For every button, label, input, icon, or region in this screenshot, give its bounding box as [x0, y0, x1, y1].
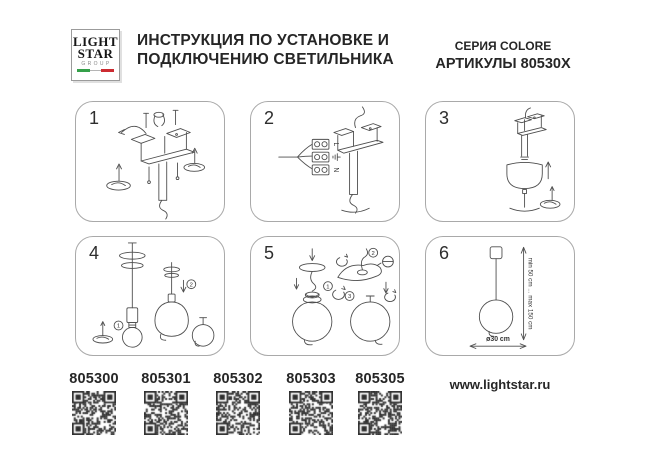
screw-icon — [148, 163, 179, 184]
step-number: 6 — [439, 243, 450, 263]
diagram-mount-bracket — [76, 102, 224, 221]
svg-text:2: 2 — [371, 250, 375, 257]
qr-code — [358, 391, 402, 435]
logo-text-light: LIGHT — [72, 34, 119, 49]
logo-text-star: STAR — [77, 45, 114, 61]
cable — [160, 200, 168, 219]
ring-icon — [333, 286, 346, 299]
small-shade — [192, 318, 214, 347]
step-number: 2 — [264, 108, 275, 128]
diagram-canopy — [426, 102, 574, 221]
glass-globe — [293, 302, 332, 345]
step-circle — [369, 248, 378, 257]
ring-icon — [336, 254, 347, 266]
diagram-globe-fixing — [251, 237, 399, 355]
step-circle — [187, 280, 196, 289]
rod — [159, 162, 167, 200]
bracket — [131, 129, 194, 164]
article-item — [345, 371, 415, 435]
arrow-down-icon — [181, 280, 186, 292]
page-title — [137, 31, 394, 69]
title-line-1: ИНСТРУКЦИЯ ПО УСТАНОВКЕ И — [137, 32, 390, 49]
baseline — [510, 208, 540, 211]
series-name: СЕРИЯ COLORE — [454, 39, 552, 53]
screw-icon — [144, 110, 178, 127]
step-number: 1 — [89, 108, 100, 128]
svg-text:1: 1 — [326, 284, 330, 291]
step-panel-4 — [75, 236, 225, 356]
diagram-dimensions — [426, 237, 574, 355]
wire-curl — [355, 107, 365, 128]
step-panel-2 — [250, 101, 400, 222]
step-panel-6 — [425, 236, 575, 356]
article-number: 805300 — [69, 371, 119, 387]
step-number: 5 — [264, 243, 275, 263]
article-number: 805302 — [213, 371, 263, 387]
step-number: 4 — [89, 243, 100, 263]
ceiling-inset — [338, 249, 382, 281]
svg-text:1: 1 — [116, 323, 121, 330]
mains-wire — [121, 126, 146, 133]
knob — [523, 190, 527, 194]
glass-shade — [155, 302, 188, 340]
article-number: 805305 — [355, 371, 405, 387]
arrow-down-icon — [294, 278, 298, 289]
svg-text:2: 2 — [189, 282, 193, 289]
baseline — [342, 208, 370, 212]
rod — [350, 151, 358, 194]
collar-ring — [303, 292, 321, 303]
step-panel-1 — [75, 101, 225, 222]
qr-code — [72, 391, 116, 435]
article-item — [59, 371, 129, 435]
step-circle — [324, 282, 333, 291]
step-circle — [114, 321, 123, 330]
cable — [311, 271, 316, 291]
anchor-icon — [93, 322, 113, 343]
diagram-bulb-shade — [76, 237, 224, 355]
lightstar-logo — [71, 29, 120, 81]
diameter-label: ø30 cm — [486, 336, 510, 344]
suspension-assembly — [120, 243, 146, 323]
italian-flag-icon — [77, 69, 114, 72]
canopy — [299, 264, 325, 272]
series-block — [428, 39, 578, 72]
cable — [350, 194, 357, 213]
title-line-2: ПОДКЛЮЧЕНИЮ СВЕТИЛЬНИКА — [137, 51, 394, 68]
article-item — [131, 371, 201, 435]
website-url: www.lightstar.ru — [449, 377, 551, 392]
qr-code — [144, 391, 188, 435]
step-panel-5 — [250, 236, 400, 356]
terminal-block — [279, 139, 329, 174]
earth-symbol — [333, 154, 340, 161]
terminal-label-l: L — [331, 142, 339, 147]
step-circle — [345, 292, 354, 301]
qr-code — [289, 391, 333, 435]
rod — [521, 134, 529, 159]
step-panel-3 — [425, 101, 575, 222]
series-articles: АРТИКУЛЫ 80530X — [435, 56, 571, 72]
shade-assembly — [164, 263, 180, 302]
arrow-down-icon — [384, 282, 388, 293]
glass-globe — [351, 296, 390, 344]
svg-text:3: 3 — [347, 294, 352, 301]
article-item — [276, 371, 346, 435]
anchor-icon — [107, 164, 131, 190]
terminal-label-n: N — [331, 167, 339, 173]
article-number: 805303 — [286, 371, 336, 387]
step-number: 3 — [439, 108, 450, 128]
diagram-wiring — [251, 102, 399, 221]
height-dimension — [521, 247, 526, 339]
arrow-up-icon — [546, 162, 551, 179]
wire-loop-icon — [154, 112, 165, 126]
glass-globe — [479, 300, 512, 336]
ceiling-cup — [490, 247, 502, 259]
arrow-down-icon — [310, 249, 315, 261]
article-number: 805301 — [141, 371, 191, 387]
bulb-icon — [122, 323, 142, 348]
bracket — [331, 124, 383, 154]
article-item — [203, 371, 273, 435]
screw-head-icon — [377, 256, 393, 267]
qr-code — [216, 391, 260, 435]
height-label: min 50 cm ... max 150 cm — [526, 257, 534, 330]
canopy-dome — [507, 162, 542, 188]
anchor-icon — [540, 187, 560, 209]
diameter-dimension — [470, 344, 526, 349]
logo-text-group: GROUP — [81, 61, 112, 67]
bracket — [515, 114, 546, 136]
